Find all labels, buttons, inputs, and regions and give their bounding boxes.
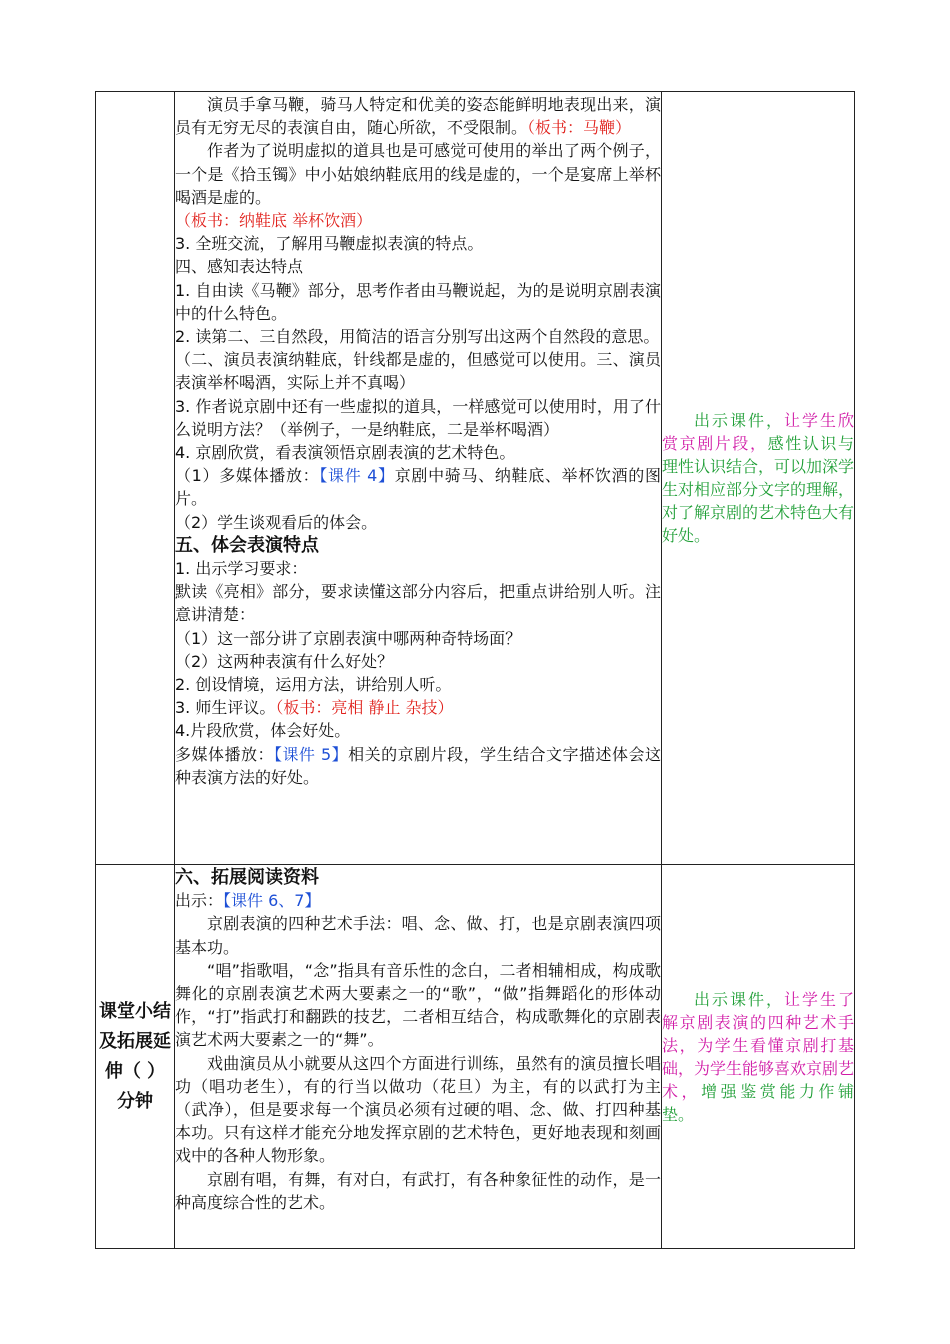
content-line: （1）多媒体播放： (175, 466, 320, 486)
content-line: 4.片段欣赏，体会好处。 (175, 721, 351, 741)
note-text: 出示课件， (694, 411, 784, 430)
section-heading: 五、体会表演特点 (175, 534, 319, 555)
content-line: 出示： (175, 891, 224, 911)
courseware-tag: 【课件 4】 (319, 466, 395, 486)
design-intent-cell (662, 92, 855, 865)
design-intent-cell (662, 865, 855, 1249)
content-line: 2. 读第二、三自然段，用简洁的语言分别写出这两个自然段的意思。 (175, 327, 660, 347)
board-note: （板书：纳鞋底 举杯饮酒） (175, 211, 373, 231)
table-row-extension (96, 865, 855, 1249)
content-line: 演员手拿马鞭，骑马人特定和优美的姿态能鲜明地表现出来，演员有无穷无尽的表演自由，随心所欲，不受限制。 (175, 95, 661, 138)
content-line: 4. 京剧欣赏，看表演领悟京剧表演的艺术特色。 (175, 443, 516, 463)
note-text: 增强鉴赏能力作铺垫。 (662, 1081, 854, 1124)
board-note: （板书：亮相 静止 杂技） (275, 698, 454, 718)
stage-label: 课堂小结及拓展延伸（ ）分钟 (99, 1000, 171, 1112)
stage-cell-empty (96, 92, 175, 865)
courseware-tag: 【课件 6、7】 (223, 891, 321, 911)
courseware-tag: 【课件 5】 (273, 744, 349, 764)
content-line: 戏曲演员从小就要从这四个方面进行训练，虽然有的演员擅长唱功（唱功老生），有的行当以做功（花旦）为主，有的以武打为主（武净），但是要求每一个演员必须有过硬的唱、念、做、打四种基本功。只有这样才能充分地发挥京剧的艺术特色，更好地表现和刻画戏中的各种人物形象。 (175, 1053, 661, 1166)
section-heading: 四、感知表达特点 (175, 257, 304, 277)
lesson-plan-table (95, 91, 855, 1249)
content-line: 3. 作者说京剧中还有一些虚拟的道具，一样感觉可以使用时，用了什么说明方法？（举例子，一是纳鞋底，二是举杯喝酒） (175, 396, 661, 439)
content-line: 作者为了说明虚拟的道具也是可感觉可使用的举出了两个例子，一个是《拾玉镯》中小姑娘纳鞋底用的线是虚的，一个是宴席上举杯喝酒是虚的。 (175, 141, 661, 207)
content-line: 多媒体播放： (175, 744, 274, 764)
note-text-highlight: 让学生欣赏京剧片段， (662, 411, 854, 453)
content-line: 3. 师生评议。 (175, 698, 276, 718)
content-line: “唱”指歌唱，“念”指具有音乐性的念白，二者相辅相成，构成歌舞化的京剧表演艺术两大要素之一的“歌”，“做”指舞蹈化的形体动作，“打”指武打和翻跌的技艺，二者相互结合，构成歌舞化的京剧表演艺术两大要素之一的“舞”。 (175, 960, 661, 1050)
extension-content-cell (175, 865, 662, 1249)
content-line: 1. 自由读《马鞭》部分，思考作者由马鞭说起，为的是说明京剧表演中的什么特色。 (175, 280, 661, 323)
stage-label-cell (96, 865, 175, 1249)
board-note: （板书：马鞭） (527, 118, 632, 138)
content-line: 京剧表演的四种艺术手法：唱、念、做、打，也是京剧表演四项基本功。 (175, 914, 661, 957)
note-text: 感性认识与理性认识结合，可以加深学生对相应部分文字的理解，对了解京剧的艺术特色大有好处。 (662, 434, 855, 545)
content-line: （1）这一部分讲了京剧表演中哪两种奇特场面？ (175, 628, 522, 648)
teaching-content-cell (175, 92, 662, 865)
content-line: 3. 全班交流，了解用马鞭虚拟表演的特点。 (175, 234, 484, 254)
content-line: 默读《亮相》部分，要求读懂这部分内容后，把重点讲给别人听。注意讲清楚： (175, 582, 661, 625)
table-row-teaching-process (96, 92, 855, 865)
note-text-highlight: 让学生了解京剧表演的四种艺术手法，为学生看懂京剧打基础，为学生能够喜欢京剧艺术， (662, 989, 855, 1101)
content-line: 京剧中骑马、纳鞋底、举杯饮酒的图片。 (175, 466, 661, 509)
content-line: 2. 创设情境，运用方法，讲给别人听。 (175, 675, 452, 695)
note-text: 出示课件， (694, 989, 784, 1009)
content-line: （二、演员表演纳鞋底，针线都是虚的，但感觉可以使用。三、演员表演举杯喝酒，实际上并不真喝） (175, 350, 661, 393)
content-line: （2）这两种表演有什么好处？ (175, 651, 394, 671)
content-line: （2）学生谈观看后的体会。 (175, 512, 378, 532)
content-line: 相关的京剧片段，学生结合文字描述体会这种表演方法的好处。 (175, 744, 661, 787)
section-heading: 六、拓展阅读资料 (175, 867, 319, 887)
content-line: 京剧有唱，有舞，有对白，有武打，有各种象征性的动作，是一种高度综合性的艺术。 (175, 1169, 661, 1212)
content-line: 1. 出示学习要求： (175, 559, 308, 579)
